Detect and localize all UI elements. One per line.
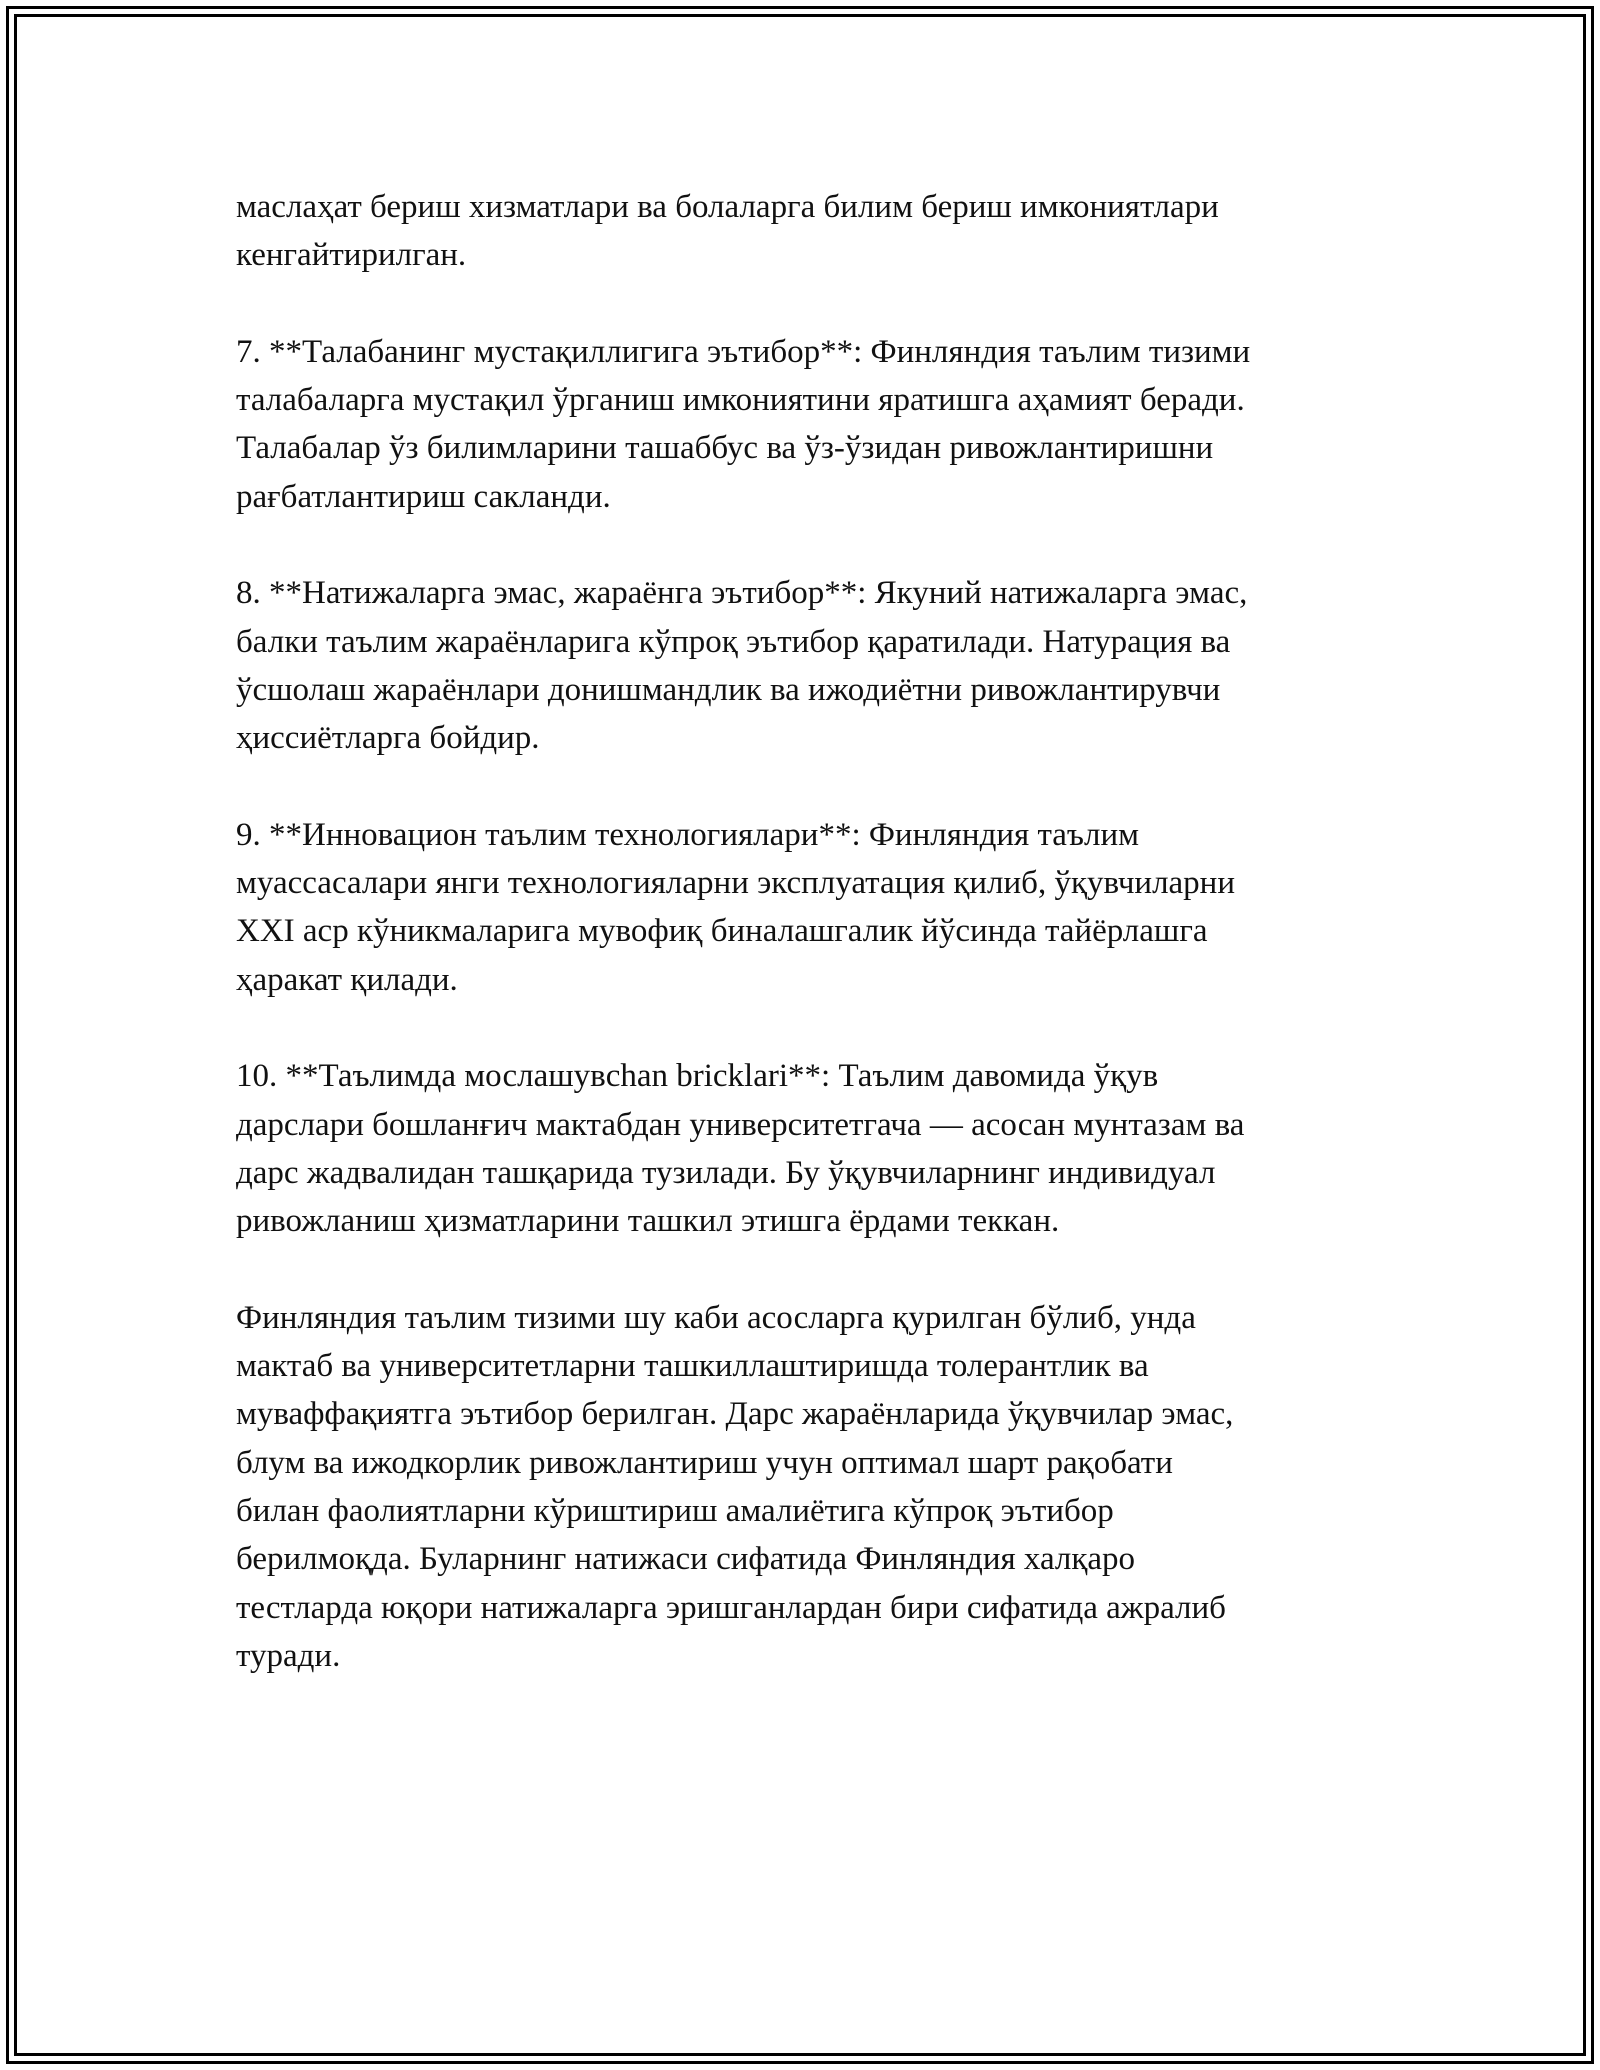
paragraph-intro-continuation: маслаҳат бериш хизматлари ва болаларга билим бериш имкониятлари кенгайтирилган. bbox=[236, 189, 1219, 274]
paragraph-item-10: 10. **Таълимда мослашувchan bricklari**: Таълим давомида ўқув дарслари бошланғич мактабдан университетгача — асосан мунтазам ва дарс жадвалидан ташқарида тузилади. Бу ўқувчиларнинг индивидуал ривожланиш ҳизматларини ташкил этишга ёрдами теккан. bbox=[236, 1058, 1245, 1240]
paragraph-item-9: 9. **Инновацион таълим технологиялари**: Финляндия таълим муассасалари янги технологияларни эксплуатация қилиб, ўқувчиларни XXI аср кўникмаларига мувофиқ биналашгалик йўсинда тайёрлашга ҳаракат қилади. bbox=[236, 816, 1236, 998]
paragraph-item-7: 7. **Талабанинг мустақиллигига эътибор**: Финляндия таълим тизими талабаларга мустақил ўрганиш имкониятини яратишга аҳамият беради. Талабалар ўз билимларини ташаббус ва ўз-ўзидан ривожлантиришни рағбатлантириш сакланди. bbox=[236, 333, 1251, 515]
paragraph-conclusion: Финляндия таълим тизими шу каби асосларга қурилган бўлиб, унда мактаб ва университетларни ташкиллаштиришда толерантлик ва муваффақиятга эътибор берилган. Дарс жараёнларида ўқувчилар эмас, блум ва ижодкорлик ривожлантириш учун оптимал шарт рақобати билан фаолиятларни кўриштириш амалиётига кўпроқ эътибор берилмоқда. Буларнинг натижаси сифатида Финляндия халқаро тестларда юқори натижаларга эришганлардан бири сифатида ажралиб туради. bbox=[236, 1299, 1234, 1674]
document-body bbox=[236, 183, 1386, 1680]
paragraph-item-8: 8. **Натижаларга эмас, жараёнга эътибор**: Якуний натижаларга эмас, балки таълим жараёнларига кўпроқ эътибор қаратилади. Натурация ва ўсшолаш жараёнлари донишмандлик ва ижодиётни ривожлантирувчи ҳиссиётларга бойдир. bbox=[236, 575, 1248, 757]
